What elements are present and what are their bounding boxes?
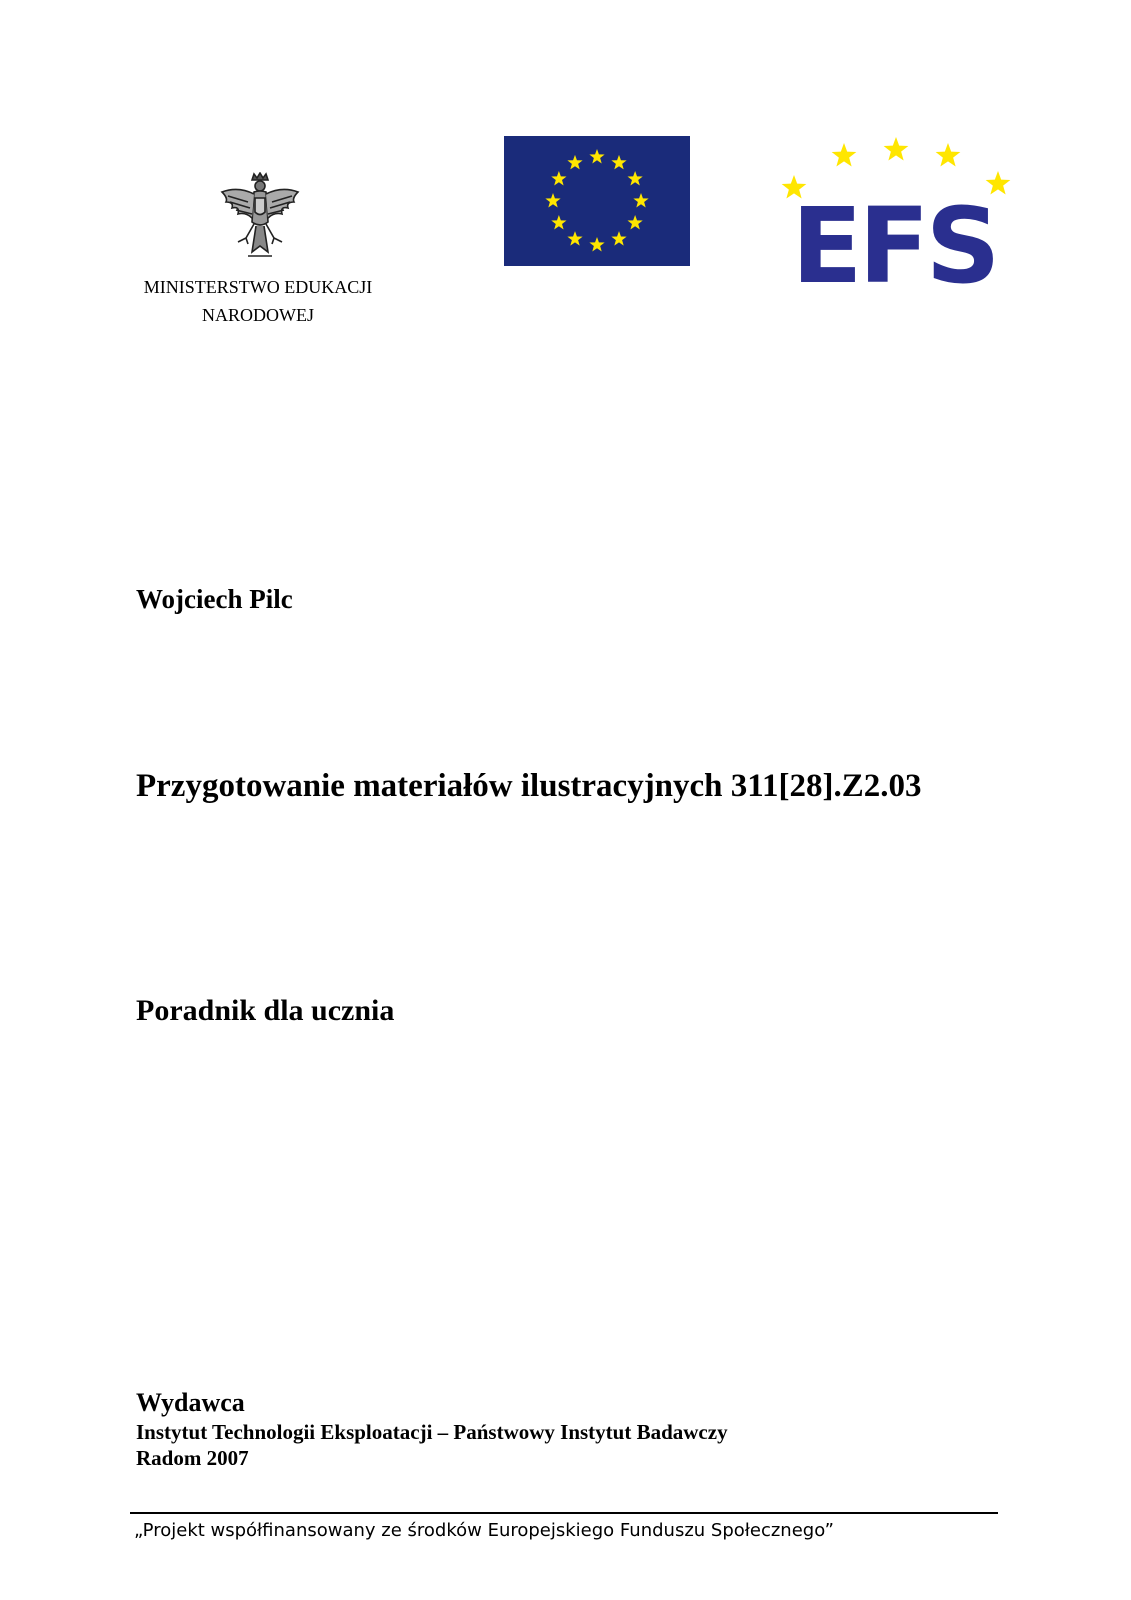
eu-flag-icon <box>504 136 690 266</box>
publisher-name: Instytut Technologii Eksploatacji – Państwowy Instytut Badawczy <box>136 1420 728 1444</box>
efs-star-icon <box>832 143 857 167</box>
document-title: Przygotowanie materiałów ilustracyjnych 311[28].Z2.03 <box>136 768 922 804</box>
efs-logo-text: EFS <box>791 185 997 300</box>
document-subtitle: Poradnik dla ucznia <box>136 994 395 1027</box>
ministry-name-line2: NARODOWEJ <box>202 305 314 325</box>
publisher-label: Wydawca <box>136 1388 245 1417</box>
efs-star-icon <box>936 143 961 167</box>
efs-logo <box>776 132 1012 300</box>
ministry-name-line1: MINISTERSTWO EDUKACJI <box>143 277 373 297</box>
ministry-name <box>120 273 396 329</box>
efs-star-icon <box>884 137 909 161</box>
publisher-place-year: Radom 2007 <box>136 1446 249 1470</box>
footer-note: „Projekt współfinansowany ze środków Europejskiego Funduszu Społecznego” <box>134 1520 834 1541</box>
author-name: Wojciech Pilc <box>136 584 293 614</box>
polish-eagle-emblem-icon <box>218 172 302 258</box>
footer-divider <box>130 1512 998 1514</box>
